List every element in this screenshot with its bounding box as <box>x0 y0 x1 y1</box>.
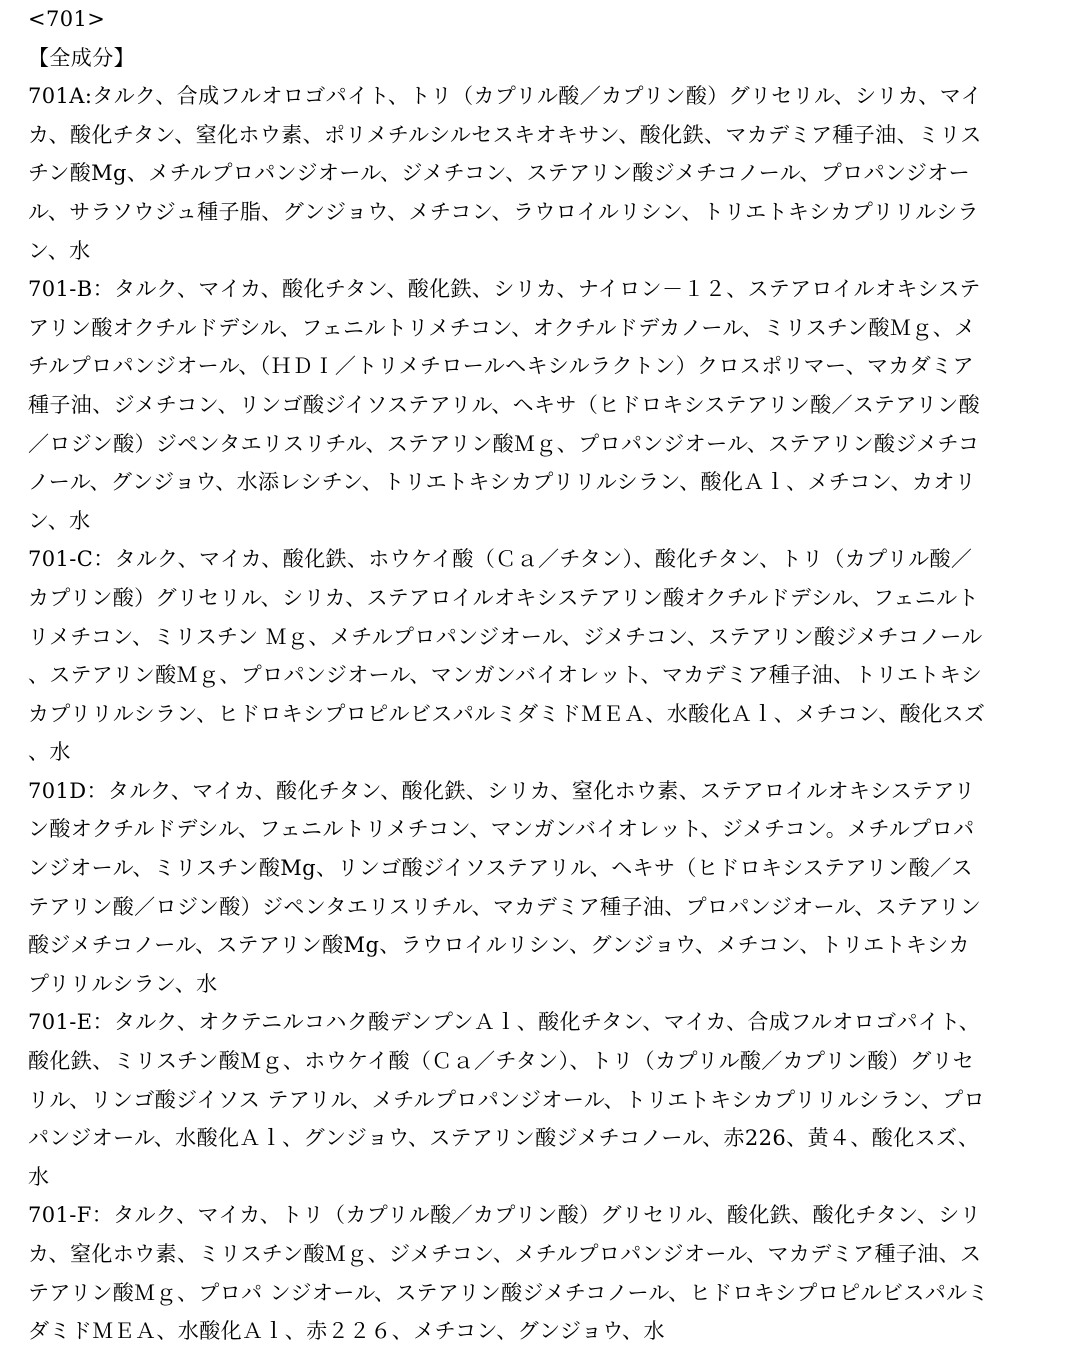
formulation-701d: 701D：タルク、マイカ、酸化チタン、酸化鉄、シリカ、窒化ホウ素、ステアロイルオキシステアリン酸オクチルドデシル、フェニルトリメチコン、マンガンバイオレット、ジメチコン。メチルプロパンジオール、ミリスチン酸Mg、リンゴ酸ジイソステアリル、ヘキサ（ヒドロキシステアリン酸／ステアリン酸／ロジン酸）ジペンタエリスリチル、マカデミア種子油、プロパンジオール、ステアリン酸ジメチコノール、ステアリン酸Mg、ラウロイルリシン、グンジョウ、メチコン、トリエトキシカプリリルシラン、水 <box>28 778 982 996</box>
section-heading: 【全成分】 <box>28 45 135 70</box>
formulation-701b: 701-B：タルク、マイカ、酸化チタン、酸化鉄、シリカ、ナイロン－１２、ステアロイルオキシステアリン酸オクチルドデシル、フェニルトリメチコン、オクチルドデカノール、ミリスチン酸Ｍｇ、メチルプロパンジオール、（ＨＤＩ／トリメチロールヘキシルラクトン）クロスポリマー、マカダミア種子油、ジメチコン、リンゴ酸ジイソステアリル、ヘキサ（ヒドロキシステアリン酸／ステアリン酸／ロジン酸）ジペンタエリスリチル、ステアリン酸Ｍｇ、プロパンジオール、ステアリン酸ジメチコノール、グンジョウ、水添レシチン、トリエトキシカプリリルシラン、酸化Ａｌ、メチコン、カオリン、水 <box>28 277 981 533</box>
formulation-701a: 701A:タルク、合成フルオロゴパイト、トリ（カプリル酸／カプリン酸）グリセリル、シリカ、マイカ、酸化チタン、窒化ホウ素、ポリメチルシルセスキオキサン、酸化鉄、マカデミア種子油、ミリスチン酸Mg、メチルプロパンジオール、ジメチコン、ステアリン酸ジメチコノール、プロパンジオール、サラソウジュ種子脂、グンジョウ、メチコン、ラウロイルリシン、トリエトキシカプリリルシラン、水 <box>28 84 983 263</box>
formulation-701c: 701-C：タルク、マイカ、酸化鉄、ホウケイ酸（Ｃａ／チタン）、酸化チタン、トリ（カプリル酸／カプリン酸）グリセリル、シリカ、ステアロイルオキシステアリン酸オクチルドデシル、フェニルトリメチコン、ミリスチン Ｍｇ、メチルプロパンジオール、ジメチコン、ステアリン酸ジメチコノール、ステアリン酸Ｍｇ、プロパンジオール、マンガンバイオレット、マカデミア種子油、トリエトキシカプリリルシラン、ヒドロキシプロピルビスパルミダミドＭＥＡ、水酸化Ａｌ、メチコン、酸化スズ、水 <box>28 547 986 765</box>
section-number: <701> <box>28 7 106 31</box>
ingredients-document <box>28 0 990 1351</box>
formulation-701e: 701-E：タルク、オクテニルコハク酸デンプンＡｌ、酸化チタン、マイカ、合成フルオロゴパイト、酸化鉄、ミリスチン酸Ｍｇ、ホウケイ酸（Ｃａ／チタン）、トリ（カプリル酸／カプリン酸）グリセリル、リンゴ酸ジイソス テアリル、メチルプロパンジオール、トリエトキシカプリリルシラン、プロパンジオール、水酸化Ａｌ、グンジョウ、ステアリン酸ジメチコノール、赤226、黄４、酸化スズ、水 <box>28 1010 986 1189</box>
formulation-701f: 701-F：タルク、マイカ、トリ（カプリル酸／カプリン酸）グリセリル、酸化鉄、酸化チタン、シリカ、窒化ホウ素、ミリスチン酸Ｍｇ、ジメチコン、メチルプロパンジオール、マカデミア種子油、ステアリン酸Ｍｇ、プロパ ンジオール、ステアリン酸ジメチコノール、ヒドロキシプロピルビスパルミダミドＭＥＡ、水酸化Ａｌ、赤２２６、メチコン、グンジョウ、水 <box>28 1203 989 1344</box>
